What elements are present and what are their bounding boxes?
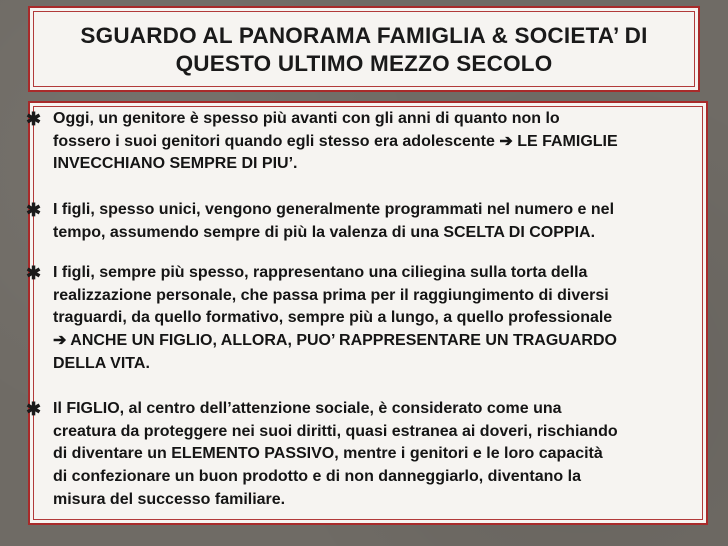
title-line-1: SGUARDO AL PANORAMA FAMIGLIA & SOCIETA’ DI [80, 23, 648, 48]
bullet-line: misura del successo familiare. [53, 490, 286, 508]
bullet-line: I figli, sempre più spesso, rappresentano una ciliegina sulla torta della [53, 264, 588, 281]
bullet-line [53, 330, 617, 353]
title-panel [28, 6, 700, 92]
bullet-line: INVECCHIANO SEMPRE DI PIU’. [53, 155, 298, 173]
bullet-text [53, 262, 617, 376]
bullet-text [53, 108, 618, 176]
right-arrow-icon: ➔ [53, 332, 67, 350]
bullet-line: Il FIGLIO, al centro dell’attenzione sociale, è considerato come una [53, 400, 562, 417]
bullet-line: tempo, assumendo sempre di più la valenza di una SCELTA DI COPPIA. [53, 223, 596, 241]
bullet-line: traguardi, da quello formativo, sempre più a lungo, a quello professionale [53, 309, 613, 327]
bullet-text [53, 398, 618, 512]
star-bullet-icon: ✱ [26, 263, 42, 283]
bullet-line: di confezionare un buon prodotto e di non danneggiarlo, diventano la [53, 468, 581, 486]
star-bullet-icon: ✱ [26, 200, 42, 220]
bullet-line: DELLA VITA. [53, 354, 150, 372]
bullet-line: Oggi, un genitore è spesso più avanti con gli anni di quanto non lo [53, 110, 560, 127]
bullet-line-text: fossero i suoi genitori quando egli stesso era adolescente [53, 132, 495, 150]
slide-title [30, 22, 698, 78]
star-bullet-icon: ✱ [26, 109, 42, 129]
bullet-line-text: ANCHE UN FIGLIO, ALLORA, PUO’ RAPPRESENTARE UN TRAGUARDO [70, 332, 617, 350]
star-bullet-icon: ✱ [26, 399, 42, 419]
bullet-line: realizzazione personale, che passa prima per il raggiungimento di diversi [53, 286, 609, 304]
bullet-line: I figli, spesso unici, vengono generalmente programmati nel numero e nel [53, 201, 615, 218]
right-arrow-icon: ➔ [499, 132, 513, 150]
bullet-line [53, 131, 618, 154]
title-line-2: QUESTO ULTIMO MEZZO SECOLO [175, 51, 553, 76]
bullet-line: di diventare un ELEMENTO PASSIVO, mentre i genitori e le loro capacità [53, 445, 603, 463]
bullet-text [53, 199, 614, 244]
bullet-line: creatura da proteggere nei suoi diritti, quasi estranea ai doveri, rischiando [53, 422, 618, 440]
arrow-text: LE FAMIGLIE [517, 132, 618, 150]
